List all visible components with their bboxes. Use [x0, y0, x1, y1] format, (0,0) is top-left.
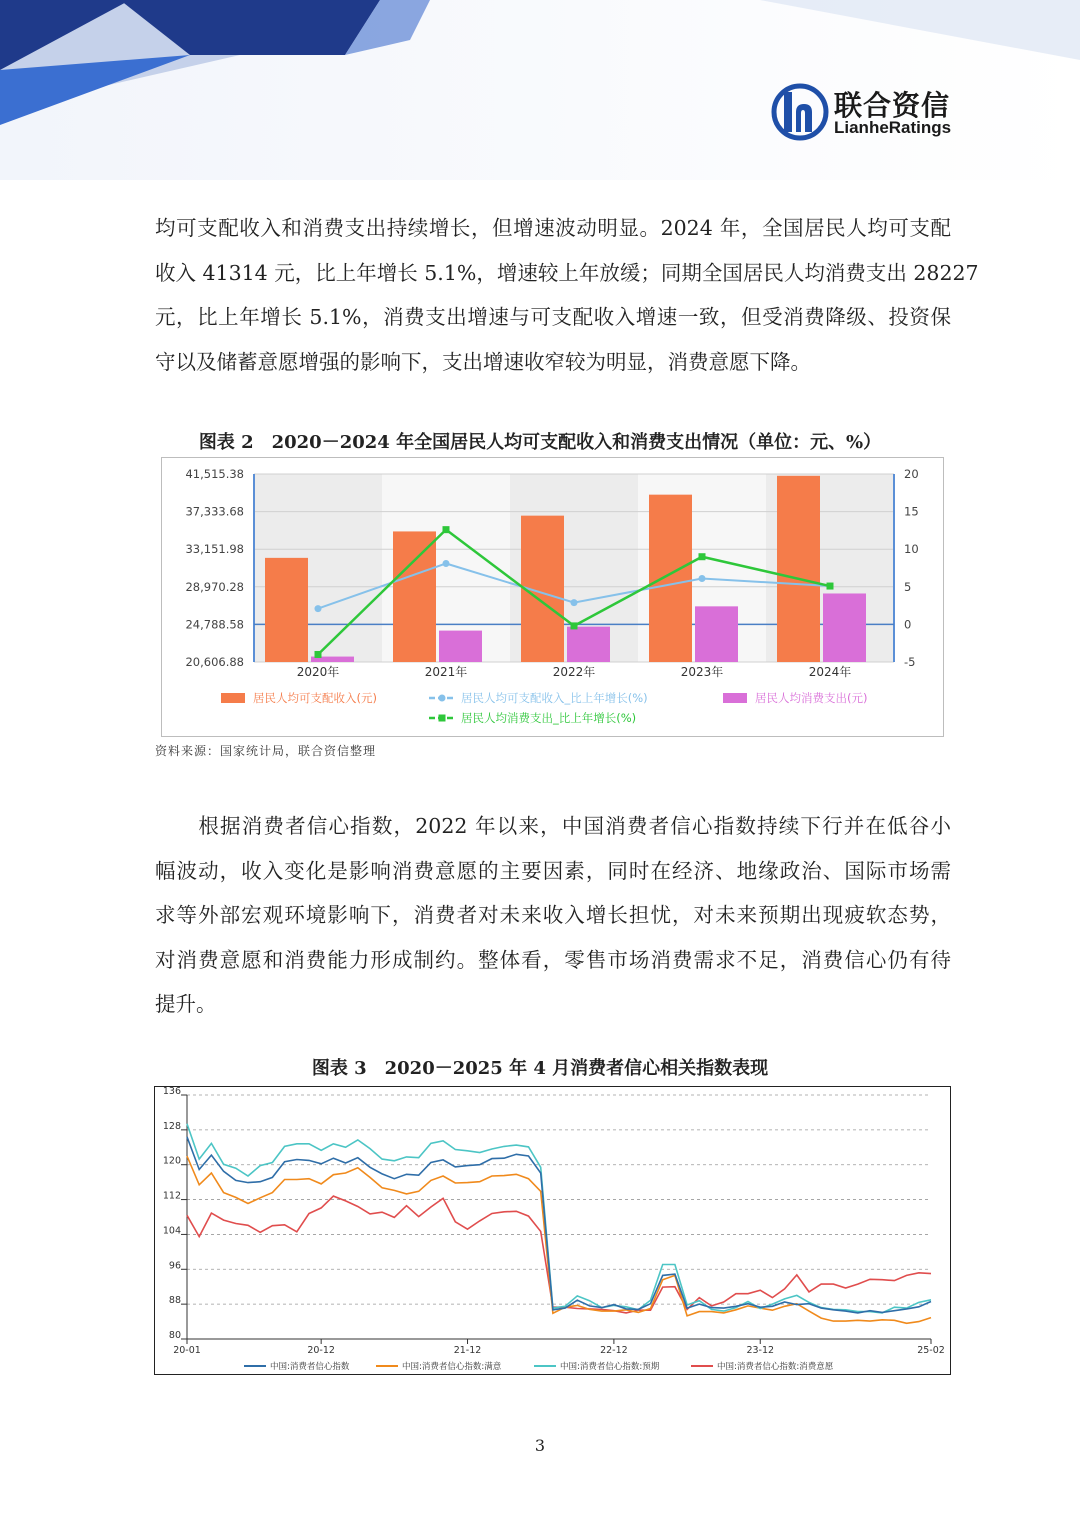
paragraph-line: 守以及储蓄意愿增强的影响下，支出增速收窄较为明显，消费意愿下降。 — [155, 349, 811, 374]
paragraph-line: 均可支配收入和消费支出持续增长，但增速波动明显。2024 年，全国居民人均可支配 — [155, 216, 951, 240]
bar-income — [649, 495, 692, 662]
x-tick-label: 21-12 — [453, 1345, 482, 1356]
bar-income — [777, 476, 820, 662]
y-right-tick-label: 20 — [904, 467, 919, 481]
x-tick-label: 20-01 — [173, 1345, 201, 1356]
figure2-source: 资料来源：国家统计局，联合资信整理 — [155, 744, 377, 758]
x-tick-label: 2023年 — [680, 665, 724, 679]
paragraph-income-consumption — [155, 206, 979, 384]
figure3-title: 图表 3 2020－2025 年 4 月消费者信心相关指数表现 — [311, 1058, 769, 1079]
x-tick-label: 2022年 — [552, 665, 596, 679]
y-right-tick-label: 0 — [904, 617, 912, 632]
x-tick-label: 23-12 — [746, 1345, 775, 1356]
legend-label: 中国:消费者信心指数:消费意愿 — [717, 1362, 834, 1372]
y-tick-label: 120 — [162, 1155, 181, 1167]
x-tick-label: 20-12 — [307, 1345, 335, 1356]
y-tick-label: 136 — [162, 1086, 181, 1097]
bar-consumption — [695, 606, 738, 662]
y-tick-label: 96 — [168, 1260, 181, 1272]
legend-marker — [439, 695, 446, 702]
point-income-growth — [315, 605, 322, 612]
y-tick-label: 112 — [162, 1190, 181, 1202]
y-left-tick-label: 41,515.38 — [185, 467, 244, 481]
bar-consumption — [439, 631, 482, 662]
legend-label: 居民人均消费支出(元) — [755, 691, 868, 705]
bar-income — [265, 558, 308, 662]
legend-label: 中国:消费者信心指数:预期 — [560, 1362, 660, 1372]
bar-consumption — [823, 593, 866, 662]
paragraph-line: 提升。 — [155, 992, 217, 1016]
point-consumption-growth — [699, 553, 706, 560]
paragraph-line: 收入 41314 元，比上年增长 5.1%，增速较上年放缓；同期全国居民人均消费支出 28227 — [155, 260, 979, 285]
lianhe-logo-icon — [770, 82, 830, 142]
bar-consumption — [567, 627, 610, 662]
legend-marker — [439, 715, 446, 722]
paragraph-line: 元，比上年增长 5.1%，消费支出增速与可支配收入增速一致，但受消费降级、投资保 — [155, 305, 951, 329]
x-tick-label: 2024年 — [808, 665, 852, 679]
x-tick-label: 2020年 — [296, 665, 340, 679]
y-tick-label: 128 — [162, 1120, 181, 1132]
y-left-tick-label: 37,333.68 — [185, 504, 244, 519]
y-right-tick-label: 15 — [904, 504, 919, 519]
paragraph-line: 对消费意愿和消费能力形成制约。整体看，零售市场消费需求不足，消费信心仍有待 — [155, 947, 951, 972]
legend-swatch — [221, 693, 245, 703]
figure2-chart — [161, 457, 944, 737]
logo-text-en: LianheRatings — [834, 118, 952, 137]
y-tick-label: 104 — [162, 1225, 181, 1237]
legend-swatch — [723, 693, 747, 703]
figure2-title: 图表 2 2020－2024 年全国居民人均可支配收入和消费支出情况（单位：元、%） — [198, 432, 882, 453]
y-left-tick-label: 33,151.98 — [185, 542, 244, 557]
y-right-tick-label: 5 — [904, 579, 912, 594]
figure3-chart — [154, 1086, 951, 1375]
point-consumption-growth — [443, 526, 450, 533]
x-tick-label: 25-02 — [917, 1345, 945, 1356]
x-tick-label: 2021年 — [424, 665, 468, 679]
bar-income — [393, 531, 436, 662]
x-tick-label: 22-12 — [600, 1345, 628, 1356]
paragraph-line: 幅波动，收入变化是影响消费意愿的主要因素，同时在经济、地缘政治、国际市场需 — [155, 858, 951, 883]
paragraph-consumer-confidence — [155, 804, 951, 1027]
y-right-tick-label: -5 — [904, 655, 916, 669]
point-consumption-growth — [827, 583, 834, 590]
point-consumption-growth — [571, 622, 578, 629]
legend-label: 居民人均可支配收入_比上年增长(%) — [461, 691, 648, 705]
y-left-tick-label: 20,606.88 — [185, 655, 244, 669]
y-tick-label: 80 — [168, 1330, 181, 1341]
legend-label: 中国:消费者信心指数 — [270, 1362, 350, 1372]
paragraph-line: 根据消费者信心指数，2022 年以来，中国消费者信心指数持续下行并在低谷小 — [155, 814, 951, 838]
y-right-tick-label: 10 — [904, 542, 919, 557]
legend-label: 居民人均消费支出_比上年增长(%) — [461, 711, 637, 725]
page-number: 3 — [534, 1436, 546, 1455]
point-income-growth — [443, 560, 450, 567]
point-income-growth — [699, 575, 706, 582]
legend-label: 居民人均可支配收入(元) — [253, 691, 377, 705]
point-income-growth — [571, 599, 578, 606]
y-tick-label: 88 — [168, 1295, 181, 1307]
paragraph-line: 求等外部宏观环境影响下，消费者对未来收入增长担忧，对未来预期出现疲软态势， — [155, 903, 951, 927]
y-left-tick-label: 24,788.58 — [185, 617, 244, 632]
legend-label: 中国:消费者信心指数:满意 — [402, 1362, 502, 1372]
point-consumption-growth — [315, 651, 322, 658]
logo-text-cn: 联合资信 — [834, 89, 951, 122]
y-left-tick-label: 28,970.28 — [185, 579, 244, 594]
